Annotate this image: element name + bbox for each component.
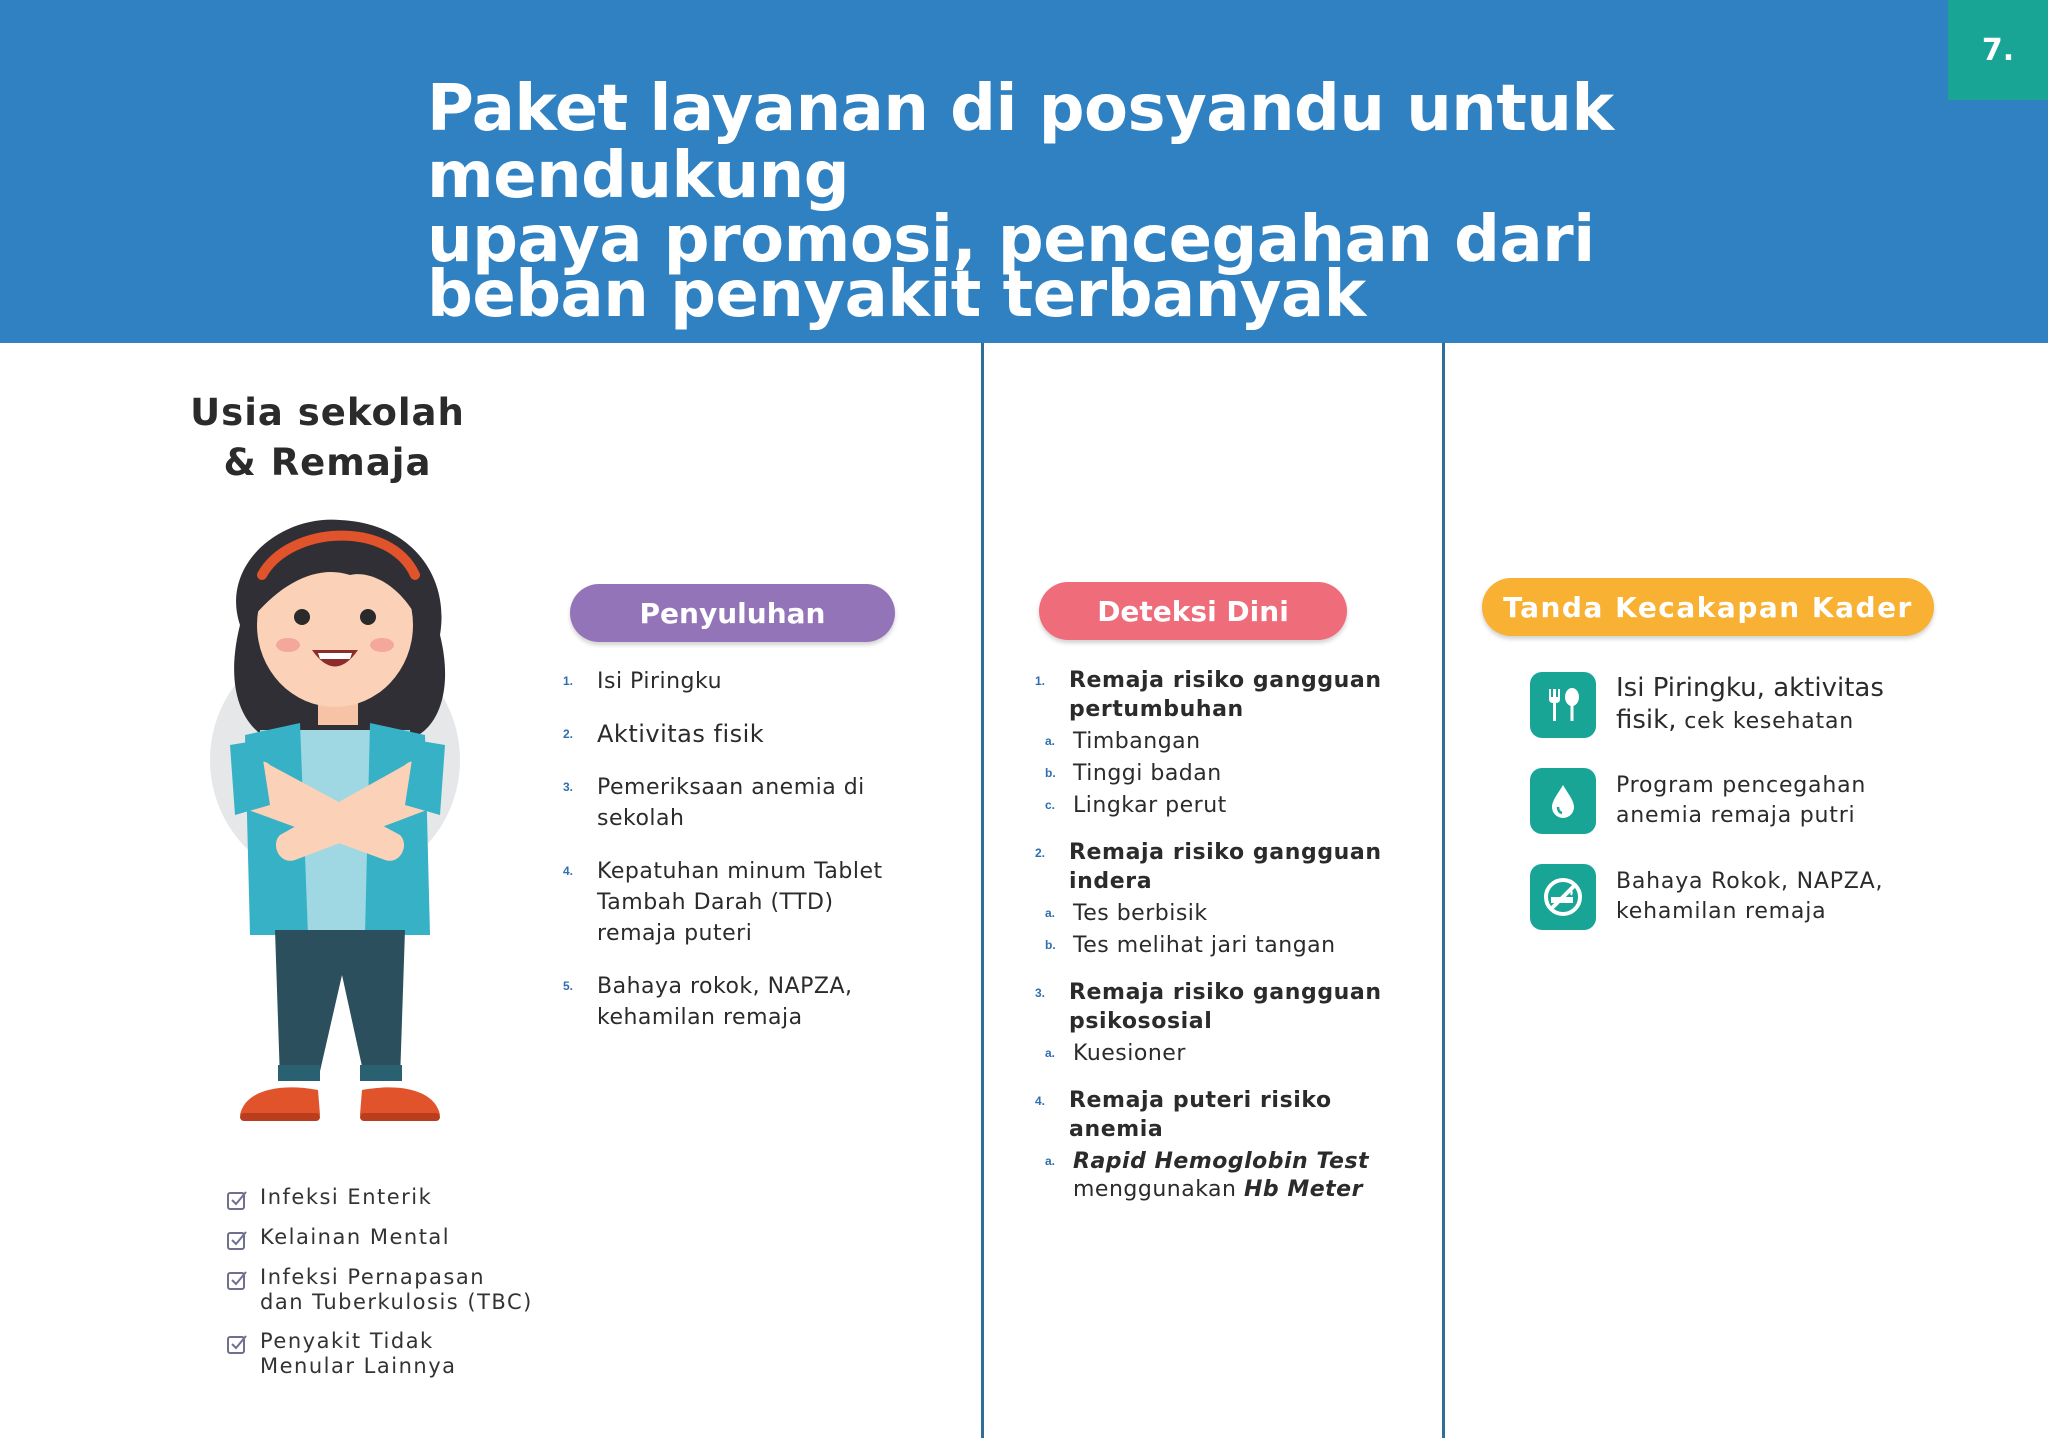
- disease-label: Infeksi Pernapasan dan Tuberkulosis (TBC): [260, 1265, 533, 1314]
- list-text: Bahaya rokok, NAPZA, kehamilan remaja: [597, 974, 853, 1030]
- disease-label: Kelainan Mental: [260, 1225, 451, 1249]
- list-text: Aktivitas fisik: [597, 720, 765, 748]
- list-item: [563, 772, 903, 834]
- kader-text-part: cek kesehatan: [1684, 709, 1854, 734]
- sub-text: Tes berbisik: [1073, 901, 1208, 926]
- disease-item: [226, 1329, 533, 1379]
- kader-text: Program pencegahan anemia remaja putri: [1616, 773, 1867, 828]
- sub-letter: a.: [1045, 1046, 1056, 1060]
- list-number: 1.: [563, 674, 574, 688]
- sub-item: [1045, 1148, 1415, 1204]
- header-banner: [0, 0, 2048, 343]
- plain-text: menggunakan: [1073, 1177, 1237, 1202]
- page-title-line-1: Paket layanan di posyandu untuk: [427, 72, 1614, 146]
- disease-item: [226, 1225, 533, 1251]
- checkbox-icon: [226, 1189, 248, 1211]
- checkbox-icon: [226, 1333, 248, 1355]
- disease-item: [226, 1265, 533, 1315]
- sub-letter: a.: [1045, 734, 1056, 748]
- sub-item: [1045, 1040, 1415, 1068]
- sub-item: [1045, 932, 1415, 960]
- section-title-line-2: & Remaja: [223, 441, 432, 484]
- penyuluhan-pill: Penyuluhan: [570, 584, 895, 642]
- sub-text: Timbangan: [1073, 729, 1201, 754]
- list-text: Pemeriksaan anemia di sekolah: [597, 775, 865, 831]
- kader-item: [1530, 768, 1950, 834]
- kader-text: [1616, 673, 1950, 737]
- sub-text: Tinggi badan: [1073, 761, 1222, 786]
- section-title: [150, 388, 505, 488]
- checkbox-icon: [226, 1229, 248, 1251]
- sub-text: Tes melihat jari tangan: [1073, 933, 1336, 958]
- page-title-line-4: beban penyakit terbanyak: [427, 258, 1366, 332]
- kader-pill: Tanda Kecakapan Kader: [1482, 578, 1934, 636]
- list-item: [563, 666, 903, 697]
- list-text: Kepatuhan minum Tablet Tambah Darah (TTD) remaja puteri: [597, 859, 883, 946]
- list-item: [563, 856, 903, 949]
- disease-list: [226, 1185, 533, 1393]
- sub-item: [1045, 760, 1415, 788]
- rapid-test-text: Rapid Hemoglobin Test: [1073, 1149, 1370, 1174]
- sub-letter: c.: [1045, 798, 1056, 812]
- sub-item: [1045, 900, 1415, 928]
- list-item: [563, 719, 903, 750]
- kader-lead-text: Isi Piringku, aktivitas fisik,: [1616, 673, 1884, 735]
- kader-list: [1530, 672, 1950, 960]
- utensils-icon: [1530, 672, 1596, 738]
- deteksi-group-title: Remaja puteri risiko anemia: [1069, 1088, 1332, 1142]
- list-number: 4.: [1035, 1094, 1046, 1108]
- kader-item: [1530, 672, 1950, 738]
- deteksi-dini-pill: Deteksi Dini: [1039, 582, 1347, 640]
- column-divider-2: [1442, 343, 1445, 1438]
- list-text: Isi Piringku: [597, 669, 723, 694]
- disease-label: Infeksi Enterik: [260, 1185, 433, 1209]
- page-title-line-3: upaya promosi, pencegahan dari: [427, 203, 1595, 277]
- deteksi-group: [1035, 666, 1415, 820]
- deteksi-group-title: Remaja risiko gangguan indera: [1069, 840, 1382, 894]
- sub-item: [1045, 792, 1415, 820]
- sub-item: [1045, 728, 1415, 756]
- list-number: 5.: [563, 979, 574, 993]
- deteksi-group: [1035, 978, 1415, 1068]
- sub-text: Lingkar perut: [1073, 793, 1227, 818]
- list-item: [563, 971, 903, 1033]
- page-number-badge: 7.: [1948, 0, 2048, 100]
- deteksi-group-title: Remaja risiko gangguan pertumbuhan: [1069, 668, 1382, 722]
- drop-icon: [1530, 768, 1596, 834]
- hb-meter-text: Hb Meter: [1244, 1177, 1363, 1202]
- deteksi-group-title: Remaja risiko gangguan psikososial: [1069, 980, 1382, 1034]
- list-number: 4.: [563, 864, 574, 878]
- sub-letter: b.: [1045, 766, 1056, 780]
- section-title-line-1: Usia sekolah: [190, 391, 465, 434]
- no-smoking-icon: [1530, 864, 1596, 930]
- kader-text: Bahaya Rokok, NAPZA, kehamilan remaja: [1616, 869, 1884, 924]
- teen-girl-illustration: [200, 505, 480, 1155]
- list-number: 3.: [1035, 986, 1046, 1000]
- checkbox-icon: [226, 1269, 248, 1291]
- deteksi-list: [1035, 666, 1415, 1222]
- page-title-line-2: mendukung: [427, 139, 850, 213]
- sub-letter: a.: [1045, 906, 1056, 920]
- list-number: 2.: [1035, 846, 1046, 860]
- kader-item: [1530, 864, 1950, 930]
- list-number: 3.: [563, 780, 574, 794]
- deteksi-group: [1035, 838, 1415, 960]
- sub-letter: a.: [1045, 1154, 1056, 1168]
- column-divider-1: [981, 343, 984, 1438]
- sub-letter: b.: [1045, 938, 1056, 952]
- sub-text: Kuesioner: [1073, 1041, 1186, 1066]
- penyuluhan-list: [563, 666, 903, 1055]
- disease-item: [226, 1185, 533, 1211]
- disease-label: Penyakit Tidak Menular Lainnya: [260, 1329, 457, 1378]
- sub-text: [1073, 1148, 1415, 1204]
- list-number: 2.: [563, 727, 574, 741]
- deteksi-group: [1035, 1086, 1415, 1204]
- list-number: 1.: [1035, 674, 1046, 688]
